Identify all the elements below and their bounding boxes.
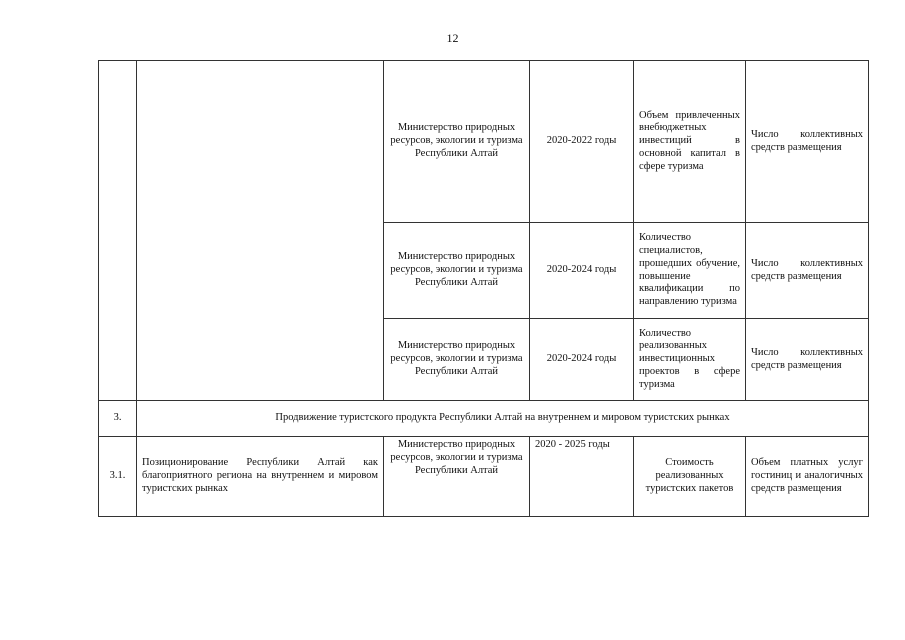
indicator-cell: Объем привлеченных внебюджетных инвестиций в основной капитал в сфере туризма <box>634 61 746 223</box>
measures-table <box>98 60 869 517</box>
period-cell: 2020-2024 годы <box>530 223 634 319</box>
executor-cell: Министерство природных ресурсов, экологии и туризма Республики Алтай <box>384 437 530 517</box>
indicator-cell: Количество специалистов, прошедших обучение, повышение квалификации по направлению туризма <box>634 223 746 319</box>
target-cell: Число коллективных средств размещения <box>746 319 869 401</box>
executor-cell: Министерство природных ресурсов, экологии и туризма Республики Алтай <box>384 223 530 319</box>
page-number: 12 <box>446 31 459 45</box>
item-number: 3.1. <box>99 437 137 517</box>
section-title: Продвижение туристского продукта Республики Алтай на внутреннем и мировом туристских рынках <box>137 401 869 437</box>
indicator-cell: Количество реализованных инвестиционных проектов в сфере туризма <box>634 319 746 401</box>
target-cell: Объем платных услуг гостиниц и аналогичных средств размещения <box>746 437 869 517</box>
executor-cell: Министерство природных ресурсов, экологии и туризма Республики Алтай <box>384 319 530 401</box>
item-name: Позиционирование Республики Алтай как благоприятного региона на внутреннем и мировом туристских рынках <box>137 437 384 517</box>
executor-cell: Министерство природных ресурсов, экологии и туризма Республики Алтай <box>384 61 530 223</box>
target-cell: Число коллективных средств размещения <box>746 61 869 223</box>
period-cell: 2020 - 2025 годы <box>530 437 634 517</box>
name-cell-empty <box>137 61 384 401</box>
period-cell: 2020-2024 годы <box>530 319 634 401</box>
section-number: 3. <box>99 401 137 437</box>
target-cell: Число коллективных средств размещения <box>746 223 869 319</box>
number-cell-empty <box>99 61 137 401</box>
section-row <box>99 401 869 437</box>
period-cell: 2020-2022 годы <box>530 61 634 223</box>
table-row <box>99 61 869 223</box>
indicator-cell: Стоимость реализованных туристских пакетов <box>634 437 746 517</box>
table-row <box>99 437 869 517</box>
